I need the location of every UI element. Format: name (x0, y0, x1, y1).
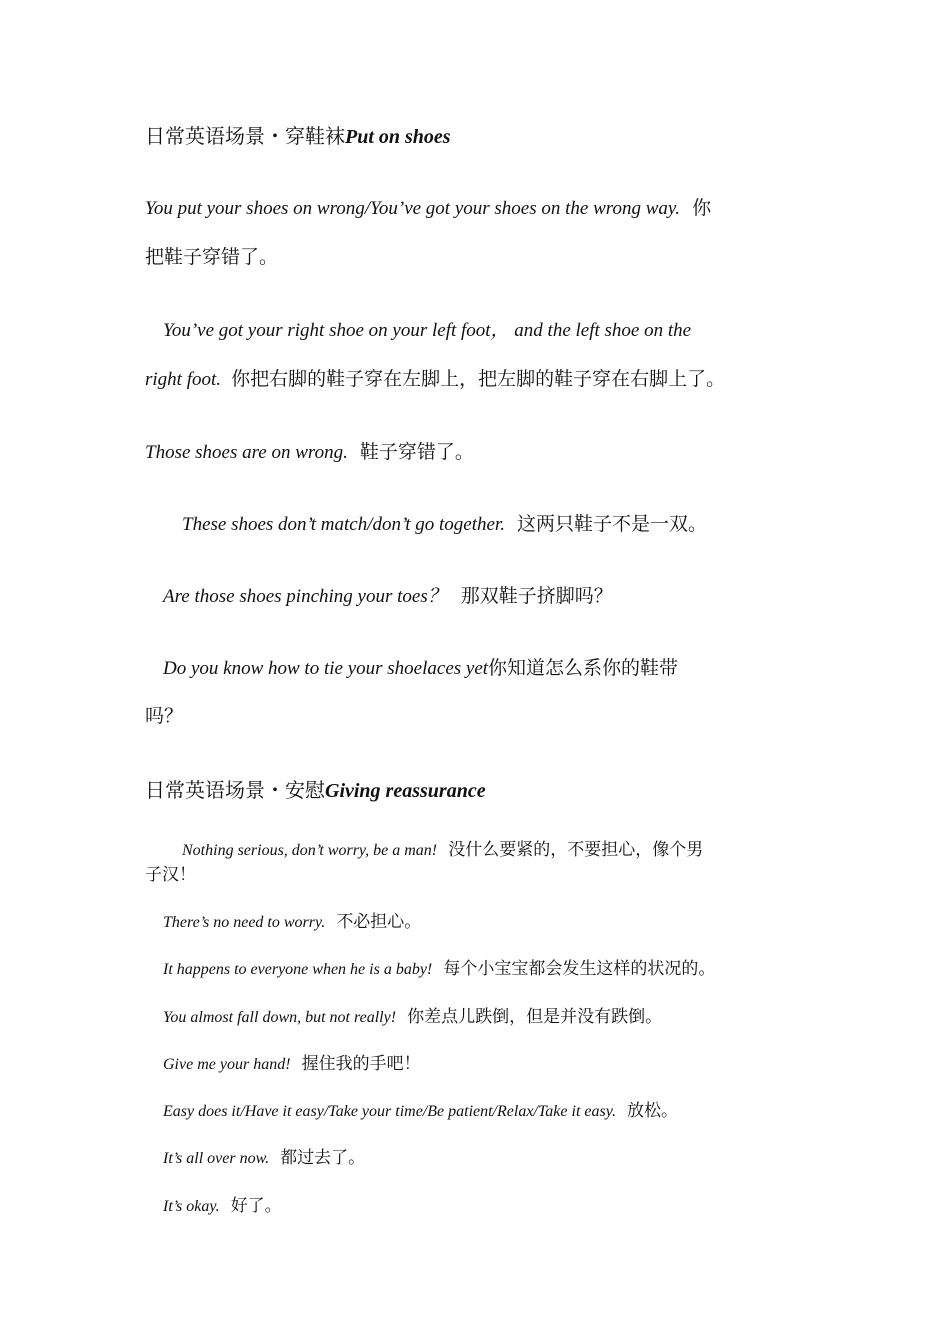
phrase-en: Give me your hand! (163, 1056, 291, 1073)
phrase-line (163, 1198, 282, 1215)
phrase-en: You’ve got your right shoe on your left foot， and the left shoe on the (163, 320, 692, 341)
phrase-line (163, 914, 421, 931)
phrase-zh: 把鞋子穿错了。 (145, 246, 279, 268)
phrase-en: Do you know how to tie your shoelaces yet (163, 658, 489, 679)
phrase-line (163, 587, 613, 606)
phrase-zh: 吗？ (145, 705, 184, 727)
phrase-zh: 你知道怎么系你的鞋带 (488, 657, 679, 679)
phrase-en: There’s no need to worry. (163, 914, 326, 931)
phrase-line (163, 321, 691, 340)
phrase-zh: 鞋子穿错了。 (359, 441, 474, 463)
phrase-zh: 好了。 (230, 1196, 282, 1216)
phrase-zh: 那双鞋子挤脚吗？ (460, 585, 613, 607)
phrase-en: These shoes don’t match/don’t go together. (182, 514, 505, 535)
phrase-line (182, 515, 707, 534)
phrase-zh: 这两只鞋子不是一双。 (517, 513, 708, 535)
section-heading-shoes (145, 126, 451, 147)
phrase-en: It happens to everyone when he is a baby! (163, 961, 433, 978)
phrase-en: You almost fall down, but not really! (163, 1009, 397, 1026)
phrase-zh: 每个小宝宝都会发生这样的状况的。 (443, 959, 716, 979)
phrase-zh: 你 (692, 197, 712, 219)
phrase-zh: 子汉！ (145, 865, 196, 885)
phrase-line (163, 659, 678, 678)
phrase-en: Easy does it/Have it easy/Take your time/Be patient/Relax/Take it easy. (163, 1103, 616, 1120)
phrase-en: Nothing serious, don’t worry, be a man! (182, 842, 438, 859)
phrase-line (145, 707, 183, 726)
phrase-zh: 你差点儿跌倒，但是并没有跌倒。 (407, 1007, 663, 1027)
phrase-zh: 你把右脚的鞋子穿在左脚上，把左脚的鞋子穿在右脚上了。 (231, 368, 726, 390)
phrase-line (145, 867, 196, 884)
phrase-line (163, 1103, 678, 1120)
phrase-line (163, 1150, 365, 1167)
phrase-en: It’s all over now. (163, 1150, 270, 1167)
phrase-zh: 放松。 (627, 1101, 679, 1121)
phrase-line (163, 1009, 662, 1026)
phrase-line (182, 842, 703, 859)
section-heading-reassurance (145, 780, 486, 801)
heading-en: Put on shoes (345, 126, 451, 148)
phrase-line (163, 961, 715, 978)
phrase-en: Those shoes are on wrong. (145, 442, 348, 463)
heading-en: Giving reassurance (325, 780, 486, 802)
phrase-zh: 没什么要紧的，不要担心，像个男 (448, 840, 704, 860)
heading-zh: 日常英语场景・安慰 (145, 778, 325, 802)
phrase-en: right foot. (145, 369, 222, 390)
heading-zh: 日常英语场景・穿鞋袜 (145, 124, 345, 148)
phrase-line (145, 248, 278, 267)
phrase-zh: 握住我的手吧！ (301, 1054, 421, 1074)
phrase-zh: 都过去了。 (280, 1148, 366, 1168)
phrase-line (163, 1056, 421, 1073)
phrase-en: You put your shoes on wrong/You’ve got your shoes on the wrong way. (145, 198, 681, 219)
phrase-zh: 不必担心。 (336, 912, 422, 932)
phrase-line (145, 443, 474, 462)
phrase-en: Are those shoes pinching your toes？ (163, 586, 447, 607)
phrase-line (145, 199, 711, 218)
phrase-line (145, 370, 725, 389)
phrase-en: It’s okay. (163, 1198, 220, 1215)
